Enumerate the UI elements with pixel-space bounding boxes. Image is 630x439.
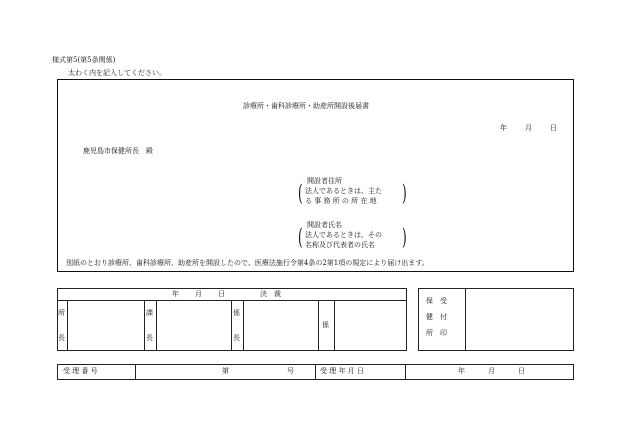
receipt-day: 日 [518,367,525,375]
divider [318,300,319,351]
receipt-number-prefix: 第 [222,367,229,375]
left-bracket: ( [298,223,303,251]
divider [334,300,335,351]
divider [156,300,157,351]
submission-year: 年 [500,124,507,132]
stamp-label-row3: 所 印 [426,329,447,337]
approval-day: 日 [218,290,225,298]
applicant-name-note-line2: 名称及び代表者の氏名 [305,241,375,249]
applicant-address-label: 開設者住所 [307,177,342,185]
right-bracket: ) [402,223,407,251]
stamp-label-row2: 健 付 [426,313,447,321]
receipt-year: 年 [458,367,465,375]
receipt-month: 月 [488,367,495,375]
section-chief-label-bottom: 長 [146,334,153,342]
applicant-name-note-line1: 法人であるときは、その [305,231,382,239]
divider [315,364,316,380]
instruction-text: 太わく内を記入してください。 [68,69,166,77]
form-title: 診療所・歯科診療所・助産所開設後届書 [243,102,369,110]
divider [67,300,68,351]
divider [135,364,136,380]
approval-table [57,288,407,351]
receipt-number-suffix: 号 [287,367,294,375]
staff-label: 係 [322,321,329,329]
form-number: 様式第5(第5条関係) [52,56,116,64]
right-bracket: ) [402,179,407,207]
applicant-address-note-line2: る 事 務 所 の 所 在 地 [305,197,377,205]
left-bracket: ( [298,179,303,207]
divider [405,364,406,380]
divider [57,300,407,301]
director-label-top: 所 [58,309,65,317]
unit-chief-label-top: 係 [233,309,240,317]
statement-text: 別紙のとおり診療所、歯科診療所、助産所を開設したので、医療法施行令第4条の2第1項の規定により届け出ます。 [66,259,429,267]
receipt-number-label: 受 理 番 号 [63,367,98,375]
decision-label: 決 裁 [260,290,281,298]
submission-month: 月 [525,124,532,132]
divider [243,300,244,351]
divider [144,300,145,351]
divider [231,300,232,351]
approval-year: 年 [172,290,179,298]
approval-month: 月 [195,290,202,298]
section-chief-label-top: 課 [146,309,153,317]
receipt-date-label: 受 理 年 月 日 [320,367,364,375]
director-label-bottom: 長 [58,334,65,342]
unit-chief-label-bottom: 長 [233,334,240,342]
submission-day: 日 [550,124,557,132]
divider [465,288,466,351]
stamp-label-row1: 保 受 [426,297,447,305]
applicant-name-label: 開設者氏名 [307,221,342,229]
applicant-address-note-line1: 法人であるときは、主た [305,187,382,195]
addressee: 鹿児島市保健所長 殿 [83,147,153,155]
